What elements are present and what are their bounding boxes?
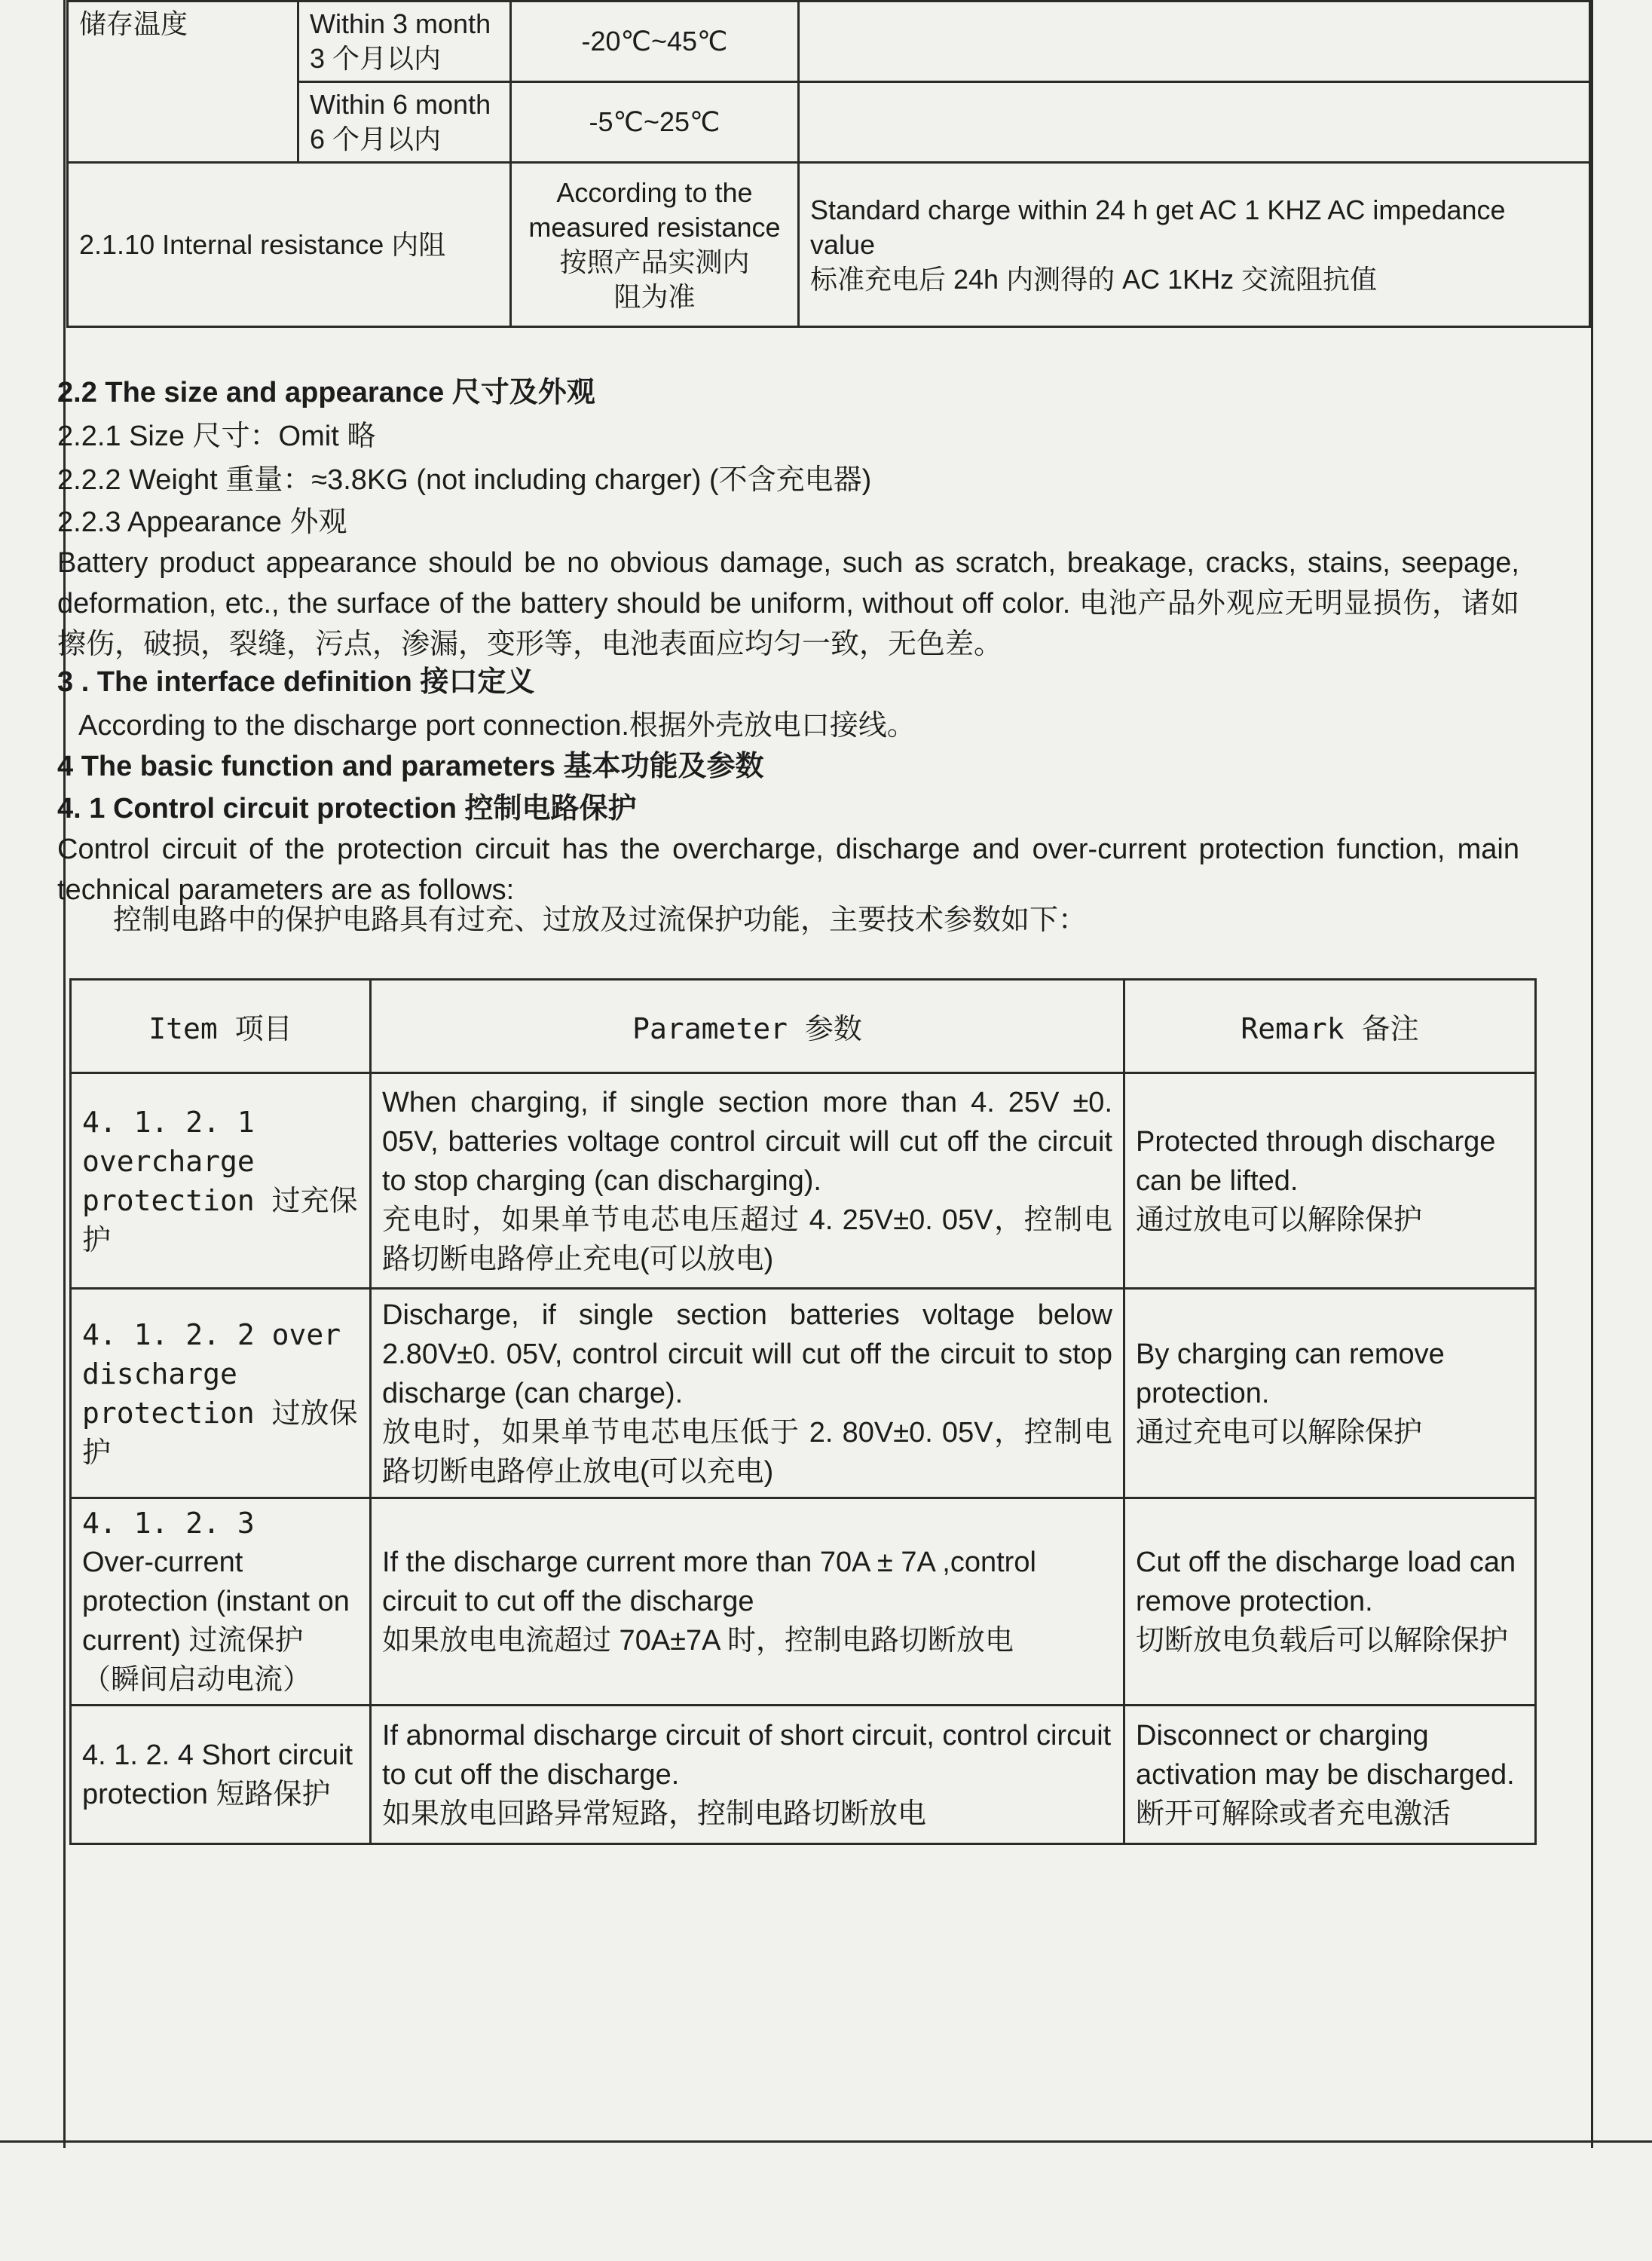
within-6-month-cell: Within 6 month 6 个月以内	[298, 82, 511, 163]
within-3-month-remark	[799, 2, 1590, 82]
control-circuit-paragraph-cn: 控制电路中的保护电路具有过充、过放及过流保护功能，主要技术参数如下：	[113, 904, 1088, 936]
heading-4-parameters: 4 The basic function and parameters 基本功能及参数	[57, 751, 764, 782]
parameter-cell: When charging, if single section more than 4. 25V ±0. 05V, batteries voltage control circuit will cut off the circuit to stop charging (can discharging). 充电时，如果单节电芯电压超过 4. 25V±0. 05V，控制电路切断电路停止充电(可以放电)	[371, 1073, 1124, 1289]
size-line: 2.2.1 Size 尺寸：Omit 略	[57, 421, 376, 452]
table-row	[71, 1498, 1536, 1706]
appearance-heading: 2.2.3 Appearance 外观	[57, 506, 347, 538]
item-cell: 4. 1. 2. 3 Over-current protection (instant on current) 过流保护（瞬间启动电流）	[71, 1498, 371, 1706]
heading-4-1-control-circuit: 4. 1 Control circuit protection 控制电路保护	[57, 793, 637, 825]
item-cell: 4. 1. 2. 1 overcharge protection 过充保护	[71, 1073, 371, 1289]
remark-cell: Cut off the discharge load can remove protection. 切断放电负载后可以解除保护	[1124, 1498, 1536, 1706]
heading-2-2: 2.2 The size and appearance 尺寸及外观	[57, 377, 595, 408]
protection-parameter-table	[69, 978, 1537, 1845]
table-row	[71, 1706, 1536, 1844]
table-row	[71, 1289, 1536, 1498]
header-remark: Remark 备注	[1124, 980, 1536, 1073]
interface-text: According to the discharge port connection.根据外壳放电口接线。	[78, 710, 916, 742]
appearance-paragraph: Battery product appearance should be no obvious damage, such as scratch, breakage, cracks, stains, seepage, deformation, etc., the surface of the battery should be uniform, without off color. 电池产品外观应无明显损伤，诸如擦伤，破损，裂缝，污点，渗漏，变形等，电池表面应均匀一致，无色差。	[57, 547, 1519, 660]
within-3-month-value: -20℃~45℃	[511, 2, 799, 82]
remark-cell: Protected through discharge can be lifted. 通过放电可以解除保护	[1124, 1073, 1536, 1289]
internal-resistance-param: According to the measured resistance 按照产品实测内 阻为准	[511, 163, 799, 327]
parameter-cell: If abnormal discharge circuit of short circuit, control circuit to cut off the discharge. 如果放电回路异常短路，控制电路切断放电	[371, 1706, 1124, 1844]
internal-resistance-label: 2.1.10 Internal resistance 内阻	[68, 163, 511, 327]
page-bottom-border	[0, 2140, 1652, 2143]
within-6-month-remark	[799, 82, 1590, 163]
heading-3-interface: 3 . The interface definition 接口定义	[57, 666, 535, 698]
internal-resistance-remark: Standard charge within 24 h get AC 1 KHZ AC impedance value 标准充电后 24h 内测得的 AC 1KHz 交流阻抗值	[799, 163, 1590, 327]
item-cell: 4. 1. 2. 4 Short circuit protection 短路保护	[71, 1706, 371, 1844]
storage-temp-label: 储存温度	[68, 2, 298, 163]
header-parameter: Parameter 参数	[371, 980, 1124, 1073]
header-item: Item 项目	[71, 980, 371, 1073]
storage-resistance-table	[66, 0, 1591, 328]
parameter-cell: Discharge, if single section batteries voltage below 2.80V±0. 05V, control circuit will cut off the circuit to stop discharge (can charge). 放电时，如果单节电芯电压低于 2. 80V±0. 05V，控制电路切断电路停止放电(可以充电)	[371, 1289, 1124, 1498]
table-row	[71, 1073, 1536, 1289]
remark-cell: By charging can remove protection. 通过充电可以解除保护	[1124, 1289, 1536, 1498]
control-circuit-paragraph: Control circuit of the protection circuit has the overcharge, discharge and over-current protection function, main technical parameters are as follows:	[57, 834, 1519, 906]
within-6-month-value: -5℃~25℃	[511, 82, 799, 163]
weight-line: 2.2.2 Weight 重量：≈3.8KG (not including charger) (不含充电器)	[57, 464, 872, 496]
remark-cell: Disconnect or charging activation may be discharged. 断开可解除或者充电激活	[1124, 1706, 1536, 1844]
within-3-month-cell: Within 3 month 3 个月以内	[298, 2, 511, 82]
parameter-cell: If the discharge current more than 70A ± 7A ,control circuit to cut off the discharge 如果放电电流超过 70A±7A 时，控制电路切断放电	[371, 1498, 1124, 1706]
item-cell: 4. 1. 2. 2 over discharge protection 过放保护	[71, 1289, 371, 1498]
